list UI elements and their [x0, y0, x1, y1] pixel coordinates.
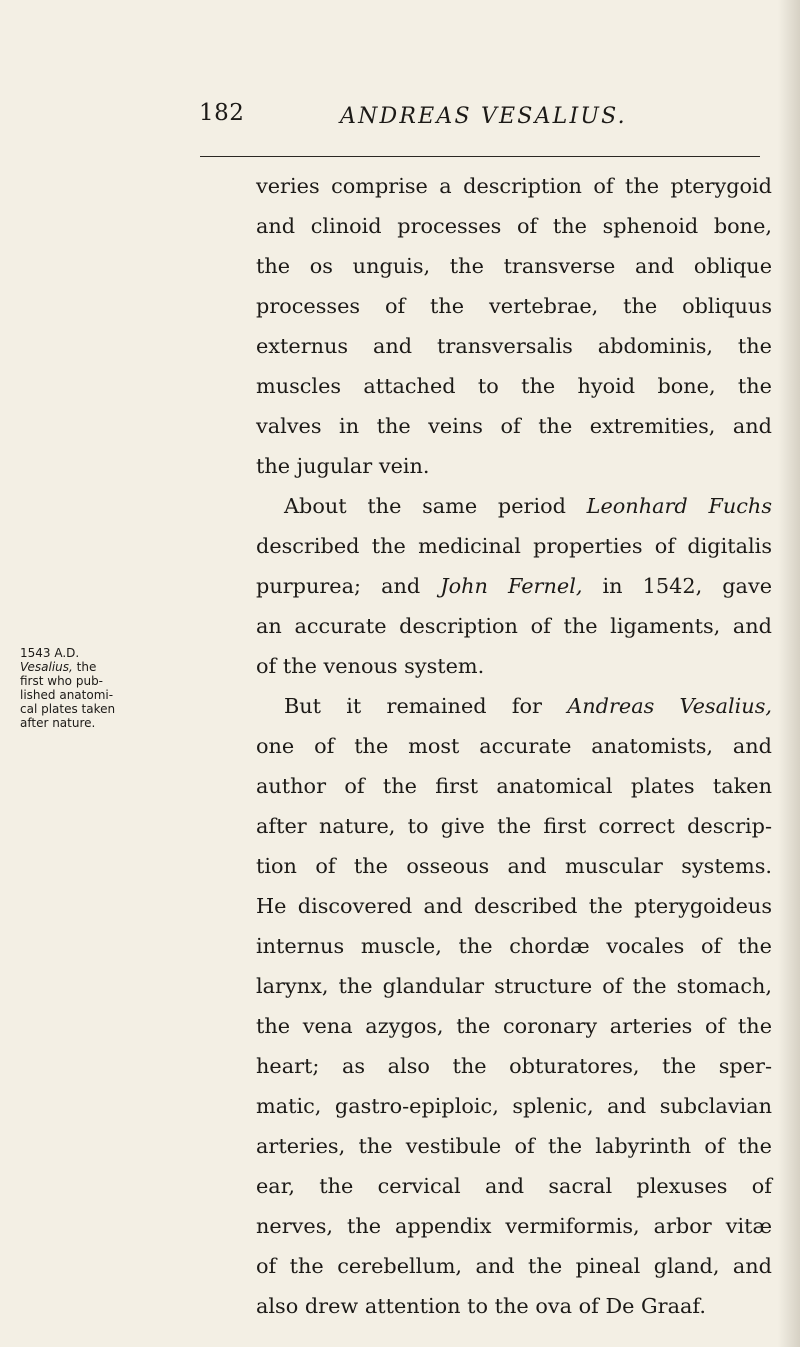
- text-line: arteries, the vestibule of the labyrinth of the: [256, 1134, 772, 1158]
- text-line: the os unguis, the transverse and oblique: [256, 254, 772, 278]
- text-line: larynx, the glandular structure of the stomach,: [256, 974, 772, 998]
- margin-note-name: Vesalius,: [20, 660, 73, 674]
- text-line: valves in the veins of the extremities, and: [256, 414, 772, 438]
- text-line: the jugular vein.: [256, 454, 430, 478]
- text-run: But it remained for: [284, 694, 568, 718]
- text-line: [256, 566, 772, 606]
- text-line: and clinoid processes of the sphenoid bone,: [256, 214, 772, 238]
- text-line: processes of the vertebrae, the obliquus: [256, 294, 772, 318]
- person-name: Andreas Vesalius,: [567, 694, 772, 718]
- person-name: John Fernel,: [440, 574, 583, 598]
- text-line: an accurate description of the ligaments, and: [256, 614, 772, 638]
- margin-note-line: [20, 660, 154, 674]
- text-line: nerves, the appendix vermiformis, arbor vitæ: [256, 1214, 772, 1238]
- running-head: ANDREAS VESALIUS.: [340, 104, 627, 129]
- margin-note-line: first who pub-: [20, 674, 104, 688]
- page-header: [0, 100, 800, 140]
- text-line: after nature, to give the first correct descrip-: [256, 814, 772, 838]
- margin-note-line: after nature.: [20, 716, 96, 730]
- text-line: He discovered and described the pterygoideus: [256, 894, 772, 918]
- page-number: 182: [199, 100, 245, 126]
- text-line: described the medicinal properties of digitalis: [256, 534, 772, 558]
- header-rule: [200, 156, 760, 157]
- text-line: externus and transversalis abdominis, the: [256, 334, 772, 358]
- margin-note-text: the: [72, 660, 97, 674]
- text-run: purpurea; and: [256, 574, 441, 598]
- text-line: of the venous system.: [256, 654, 485, 678]
- text-line: of the cerebellum, and the pineal gland, and: [256, 1254, 772, 1278]
- margin-note: [20, 646, 154, 730]
- text-line: tion of the osseous and muscular systems.: [256, 854, 772, 878]
- text-line: internus muscle, the chordæ vocales of the: [256, 934, 772, 958]
- text-line: the vena azygos, the coronary arteries of the: [256, 1014, 772, 1038]
- text-line: ear, the cervical and sacral plexuses of: [256, 1174, 772, 1198]
- text-line: [256, 486, 772, 526]
- page-edge-shadow: [778, 0, 800, 1347]
- text-line: [256, 686, 772, 726]
- text-line: also drew attention to the ova of De Graaf.: [256, 1294, 706, 1318]
- person-name: Leonhard Fuchs: [586, 494, 772, 518]
- margin-note-line: lished anatomi-: [20, 688, 114, 702]
- text-line: veries comprise a description of the pterygoid: [256, 174, 772, 198]
- margin-note-date: 1543 A.D.: [20, 646, 80, 660]
- text-line: one of the most accurate anatomists, and: [256, 734, 772, 758]
- text-line: muscles attached to the hyoid bone, the: [256, 374, 772, 398]
- body-text: [256, 166, 772, 1326]
- text-line: author of the first anatomical plates taken: [256, 774, 772, 798]
- margin-note-line: cal plates taken: [20, 702, 116, 716]
- text-run: About the same period: [284, 494, 587, 518]
- text-line: heart; as also the obturatores, the sper-: [256, 1054, 772, 1078]
- text-run: in 1542, gave: [582, 574, 773, 598]
- text-line: matic, gastro-epiploic, splenic, and subclavian: [256, 1094, 772, 1118]
